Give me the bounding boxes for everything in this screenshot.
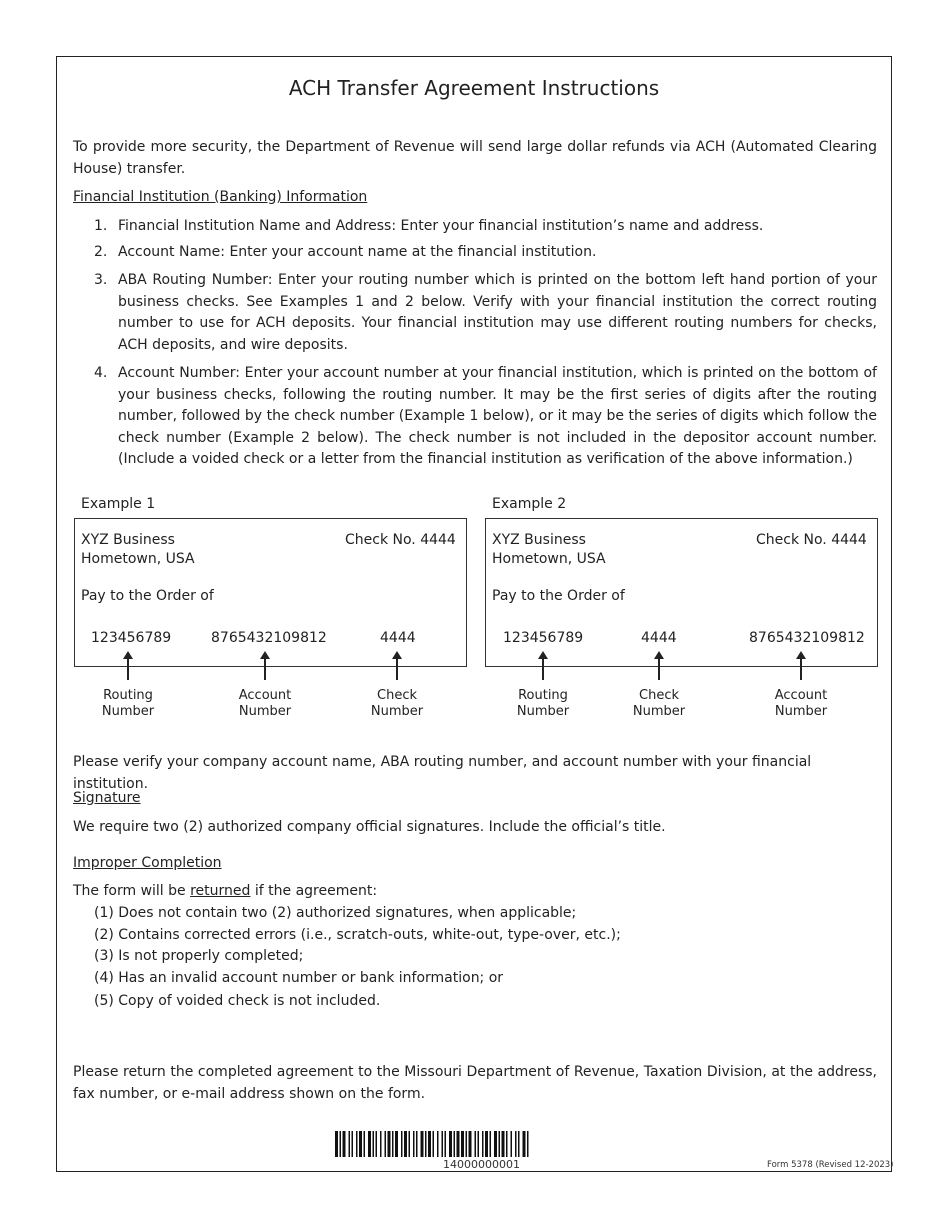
- item-1-number: 1.: [94, 218, 108, 234]
- caption-line: Number: [516, 704, 570, 719]
- barcode-number: 14000000001: [443, 1158, 520, 1171]
- caption-line: Number: [632, 704, 686, 719]
- item-2-text: Account Name: Enter your account name at the financial institution.: [118, 244, 597, 260]
- improper-lead-pre: The form will be: [73, 883, 191, 899]
- barcode-bar: [352, 1131, 354, 1157]
- barcode-bar: [478, 1131, 480, 1157]
- barcode-bar: [356, 1131, 358, 1157]
- caption-line: Number: [238, 704, 292, 719]
- barcode-bar: [485, 1131, 488, 1157]
- barcode-bar: [380, 1131, 382, 1157]
- barcode-image: [335, 1131, 623, 1157]
- caption-line: Account: [238, 688, 292, 703]
- barcode-bar: [469, 1131, 472, 1157]
- example-2-check-number: 4444: [641, 630, 677, 646]
- example-1-arrow-2: [264, 653, 266, 680]
- barcode-bar: [395, 1131, 398, 1157]
- example-1-check-number: 4444: [380, 630, 416, 646]
- example-2-caption-2: [614, 688, 704, 720]
- example-1-arrow-1: [127, 653, 129, 680]
- barcode-bar: [442, 1131, 444, 1157]
- barcode-bar: [409, 1131, 411, 1157]
- barcode-bar: [401, 1131, 403, 1157]
- return-paragraph: Please return the completed agreement to the Missouri Department of Revenue, Taxation Division, at the address, fax number, or e-mail address shown on the form.: [73, 1064, 877, 1102]
- barcode-bar: [515, 1131, 517, 1157]
- item-4-text: Account Number: Enter your account number at your financial institution, which is printed on the bottom of your business checks, following the routing number. It may be the first series of digits after the routing number, followed by the check number (Example 1 below), or it may be the series of digits which follow the check number (Example 2 below). The check number is not included in the depositor account number. (Include a voided check or a letter from the financial institution as verification of the above information.): [118, 365, 877, 467]
- barcode-bar: [482, 1131, 484, 1157]
- barcode-bar: [428, 1131, 431, 1157]
- financial-info-heading: Financial Institution (Banking) Information: [73, 189, 368, 205]
- barcode-bar: [349, 1131, 351, 1157]
- barcode-bar: [413, 1131, 415, 1157]
- form-id: Form 5378 (Revised 12-2023): [767, 1160, 894, 1170]
- signature-heading: Signature: [73, 790, 141, 806]
- barcode-bar: [502, 1131, 505, 1157]
- caption-line: Number: [101, 704, 155, 719]
- example-2-routing-number: 123456789: [503, 630, 584, 646]
- barcode-bar: [368, 1131, 371, 1157]
- example-1-arrow-3: [396, 653, 398, 680]
- example-2-pay-to: Pay to the Order of: [492, 588, 625, 604]
- improper-item-1: (1) Does not contain two (2) authorized signatures, when applicable;: [94, 905, 577, 921]
- barcode-bar: [433, 1131, 435, 1157]
- barcode-bar: [499, 1131, 501, 1157]
- caption-line: Routing: [518, 688, 568, 703]
- item-3-text: ABA Routing Number: Enter your routing number which is printed on the bottom left hand portion of your business checks. See Examples 1 and 2 below. Verify with your financial institution the correct routing number to use for ACH deposits. Your financial institution may use different routing numbers for checks, ACH deposits, and wire deposits.: [118, 272, 877, 353]
- barcode-bar: [475, 1131, 477, 1157]
- example-1-business: XYZ Business: [81, 532, 175, 548]
- intro-paragraph: To provide more security, the Department of Revenue will send large dollar refunds via ACH (Automated Clearing House) transfer.: [73, 139, 877, 177]
- caption-line: Number: [774, 704, 828, 719]
- example-2-arrow-3: [800, 653, 802, 680]
- example-2-account-number: 8765432109812: [749, 630, 865, 646]
- item-1-text: Financial Institution Name and Address: Enter your financial institution’s name and address.: [118, 218, 764, 234]
- example-1-routing-number: 123456789: [91, 630, 172, 646]
- item-4-number: 4.: [94, 365, 108, 381]
- barcode-bar: [335, 1131, 338, 1157]
- barcode-bar: [392, 1131, 394, 1157]
- item-2-number: 2.: [94, 244, 108, 260]
- page-title: ACH Transfer Agreement Instructions: [288, 76, 660, 100]
- barcode-bar: [421, 1131, 424, 1157]
- improper-item-5: (5) Copy of voided check is not included.: [94, 993, 381, 1009]
- example-2-arrow-1: [542, 653, 544, 680]
- improper-item-4: (4) Has an invalid account number or bank information; or: [94, 970, 504, 986]
- example-1-account-number: 8765432109812: [211, 630, 327, 646]
- barcode-bar: [340, 1131, 342, 1157]
- improper-item-3: (3) Is not properly completed;: [94, 948, 304, 964]
- barcode-bar: [506, 1131, 508, 1157]
- example-2-caption-3: [756, 688, 846, 720]
- caption-line: Check: [377, 688, 417, 703]
- example-2-caption-1: [498, 688, 588, 720]
- example-2-check-no: Check No. 4444: [756, 532, 867, 548]
- barcode-bar: [404, 1131, 407, 1157]
- barcode-bar: [494, 1131, 497, 1157]
- barcode-bar: [527, 1131, 529, 1157]
- caption-line: Check: [639, 688, 679, 703]
- example-1-label: Example 1: [81, 496, 156, 512]
- example-1-city: Hometown, USA: [81, 551, 195, 567]
- barcode-bar: [416, 1131, 418, 1157]
- barcode-bar: [461, 1131, 464, 1157]
- barcode-bar: [385, 1131, 387, 1157]
- barcode-bar: [449, 1131, 452, 1157]
- barcode-bar: [376, 1131, 378, 1157]
- caption-line: Number: [370, 704, 424, 719]
- example-1-pay-to: Pay to the Order of: [81, 588, 214, 604]
- item-3-number: 3.: [94, 272, 108, 288]
- barcode-bar: [454, 1131, 456, 1157]
- barcode-bar: [523, 1131, 526, 1157]
- example-2-business: XYZ Business: [492, 532, 586, 548]
- improper-lead-post: if the agreement:: [250, 883, 378, 899]
- improper-lead-returned: returned: [190, 883, 251, 899]
- barcode-bar: [511, 1131, 513, 1157]
- barcode-bar: [466, 1131, 468, 1157]
- barcode-bar: [343, 1131, 346, 1157]
- caption-line: Account: [774, 688, 828, 703]
- example-1-caption-1: [83, 688, 173, 720]
- caption-line: Routing: [103, 688, 153, 703]
- verify-paragraph: Please verify your company account name, ABA routing number, and account number with your financial institution.: [73, 754, 812, 792]
- barcode-bar: [445, 1131, 447, 1157]
- barcode-bar: [359, 1131, 362, 1157]
- barcode-bar: [437, 1131, 439, 1157]
- barcode-bar: [425, 1131, 427, 1157]
- example-2-city: Hometown, USA: [492, 551, 606, 567]
- example-2-arrow-2: [658, 653, 660, 680]
- signature-paragraph: We require two (2) authorized company official signatures. Include the official’s title.: [73, 819, 666, 835]
- barcode-bar: [373, 1131, 375, 1157]
- example-2-label: Example 2: [492, 496, 567, 512]
- barcode-bar: [490, 1131, 492, 1157]
- barcode-bar: [388, 1131, 391, 1157]
- barcode-bar: [457, 1131, 460, 1157]
- example-1-check-no: Check No. 4444: [345, 532, 456, 548]
- improper-item-2: (2) Contains corrected errors (i.e., scratch-outs, white-out, type-over, etc.);: [94, 927, 621, 943]
- example-1-caption-3: [352, 688, 442, 720]
- improper-heading: Improper Completion: [73, 855, 222, 871]
- improper-lead: [73, 881, 877, 903]
- barcode-bar: [518, 1131, 520, 1157]
- barcode-bar: [364, 1131, 366, 1157]
- example-1-caption-2: [220, 688, 310, 720]
